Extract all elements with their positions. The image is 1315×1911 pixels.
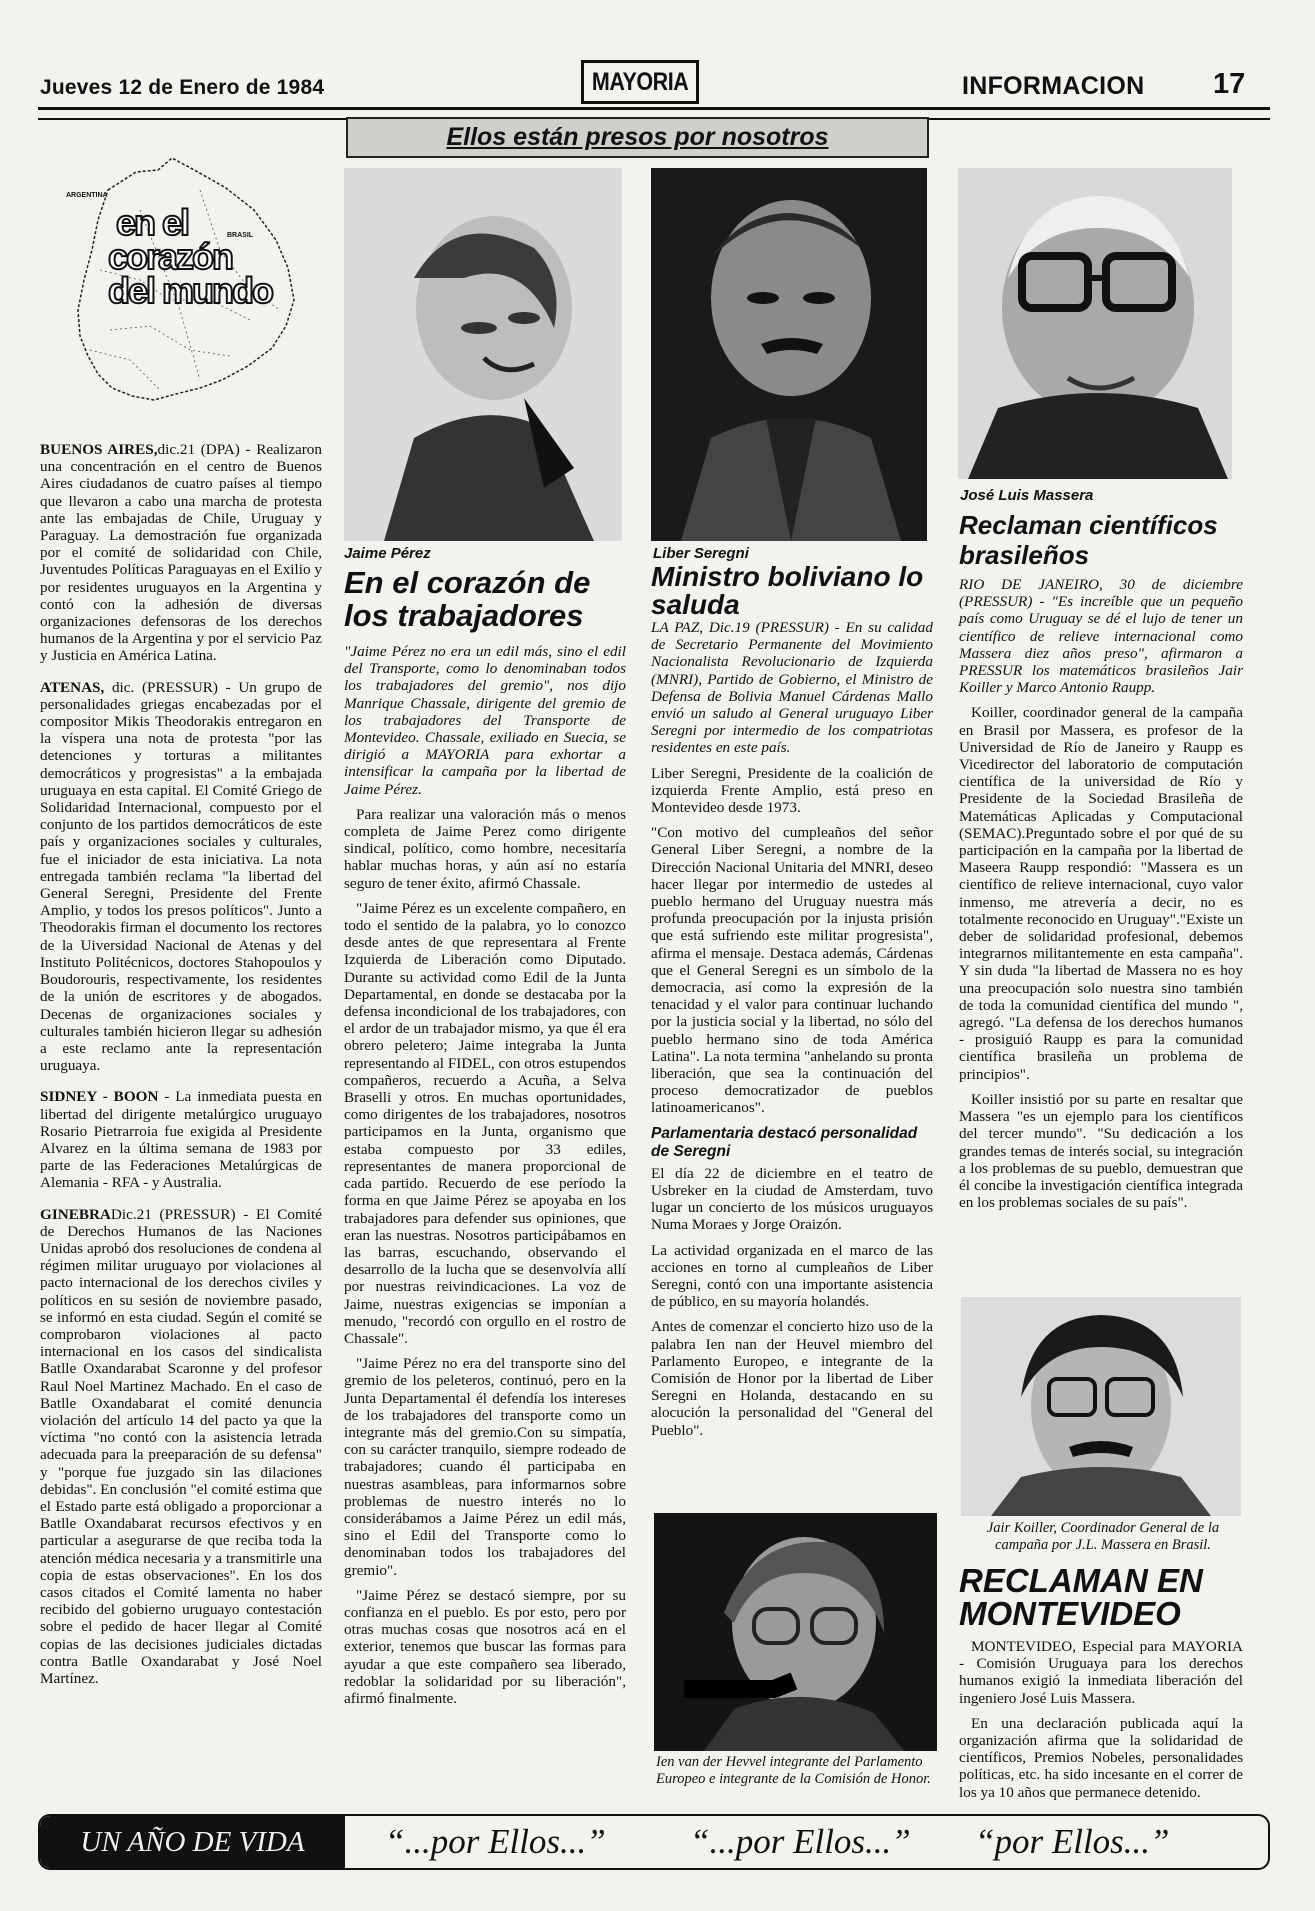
photo-ien-image	[654, 1513, 937, 1751]
text-seregni-1: Liber Seregni, Presidente de la coalición de izquierda Frente Amplio, está preso en Montevideo desde 1973.	[651, 764, 933, 817]
map-logo-line2: corazón	[108, 236, 233, 277]
dateline-atenas: ATENAS,	[40, 678, 105, 696]
photo-jose-luis-massera	[958, 168, 1232, 479]
text-montevideo-2: En una declaración publicada aquí la organización afirma que la solidaridad de científicos, Premios Nobeles, personalidades políticas, etc. ha sido incesante en el correr de los ya 10 años que permanece detenido.	[959, 1714, 1243, 1801]
dateline-buenos-aires: BUENOS AIRES,	[40, 441, 158, 458]
banner-box	[346, 117, 929, 158]
text-buenos-aires: dic.21 (DPA) - Realizaron una concentración en el centro de Buenos Aires ciudadanos de cuatro países al tiempo que llevaron a cabo una marcha de protesta ante las embajadas de Chile, Uruguay y Paraguay. La demostración fue organizada por el comité de solidaridad con Chile, Juventudes Políticas Paraguayas en el Exilio y por residentes uruguayos en la Argentina y contó con la adhesión de diversas organizaciones defensoras de los derechos humanos de la Argentina y por el servicio Paz y Justicia en América Latina.	[40, 441, 322, 665]
footer-label-box	[40, 1816, 345, 1868]
intro-massera: RIO DE JANEIRO, 30 de diciembre (PRESSUR) - "Es increíble que un pequeño país como Uruguay se dé el lujo de tener un científico de relieve internacional como Massera diez años preso", afirmaron a PRESSUR los matemáticos brasileños Jair Koiller y Marco Antonio Raupp.	[959, 576, 1243, 697]
dateline-ginebra: GINEBRA	[40, 1205, 111, 1223]
header-rule	[38, 107, 1270, 110]
text-seregni-2: "Con motivo del cumpleaños del señor General Liber Seregni, a nombre de la Dirección Nacional Unitaria del MNRI, deseo hacer llegar por intermedio de ustedes al pueblo hermano del Uruguay nuestra más profunda preocupación por la injusta prisión que está sufriendo este militar progresista", afirma el mensaje. Destaca además, Cárdenas que el General Seregni es un símbolo de la democracia, así como la expresión de la tenacidad y el valor para continuar luchando por la justicia social y la libertad, no sólo del pueblo hermano sino de toda América Latina". La nota termina "anhelando su pronta liberación, que sea la continuación del proceso democratizador de pueblos latinoamericanos".	[651, 824, 933, 1117]
column-4	[959, 576, 1243, 1219]
caption-liber-seregni: Liber Seregni	[653, 545, 749, 562]
text-jaime-perez-3: "Jaime Pérez no era del transporte sino del gremio de los peleteros, continuó, pero en la Junta Departamental él defendía los intereses de los trabajadores del transporte como un integrante más del gremio.Con su simpatía, con su carácter tranquilo, siempre rodeado de trabajadores; cuando él participaba en nuestras asambleas, para informarnos sobre problemas de nuestro interés no lo considerábamos a Jaime Pérez un edil más, sino el Edil del Transporte como lo denominaban todos los trabajadores del gremio".	[344, 1355, 626, 1579]
caption-jose-luis-massera: José Luis Massera	[960, 487, 1094, 504]
headline-corazon-trabajadores: En el corazón de los trabajadores	[344, 565, 591, 633]
photo-jaime-perez-image	[344, 168, 622, 541]
article-ginebra	[40, 1206, 322, 1688]
masthead-logo	[581, 60, 699, 104]
article-atenas	[40, 679, 322, 1075]
text-atenas: dic. (PRESSUR) - Un grupo de personalidades griegas encabezadas por el compositor Mikis Theodorakis entregaron en la víspera una nota de protesta "por las detenciones y torturas a militantes democráticos y progresistas" a la embajada uruguaya en esta capital. El Comité Griego de Solidaridad Internacional, compuesto por el conjunto de los partidos democráticos de este país y organizaciones sociales y culturales, fue el iniciador de esta iniciativa. La nota entregada también reclama "la libertad del General Seregni, Presidente del Frente Amplio, y todos los presos políticos". Junto a Theodorakis firman el documento los rectores de la Uiversidad Nacional de Atenas y del Instituto Politécnicos, doctores Stahopoulos y Boudorouris, respectivamente, los residentes de la unión de escritores y de abogados. Decenas de organizaciones sociales y culturales también hicieron llegar su adhesión a este reclamo ante la representación uruguaya.	[40, 678, 322, 1075]
dateline-sidney-boon: SIDNEY - BOON	[40, 1088, 159, 1106]
text-seregni-3: El día 22 de diciembre en el teatro de Usbreker en la ciudad de Amsterdam, tuvo lugar un concierto de los músicos uruguayos Numa Moraes y Jorge Oraizón.	[651, 1164, 933, 1234]
photo-massera-image	[958, 168, 1232, 479]
footer-bar	[38, 1814, 1270, 1870]
footer-label: UN AÑO DE VIDA	[80, 1825, 305, 1858]
footer-slogan-3: “por Ellos...”	[975, 1822, 1170, 1861]
map-logo-line1: en el	[116, 202, 189, 243]
caption-jaime-perez: Jaime Pérez	[344, 545, 431, 562]
banner-rule-left	[38, 118, 346, 120]
article-sidney-boon	[40, 1088, 322, 1191]
text-jaime-perez-2: "Jaime Pérez es un excelente compañero, en todo el sentido de la palabra, yo lo conozco desde antes de que representara al Frente Izquierda de Liberación como Diputado. Durante su actividad como Edil de la Junta Departamental, en donde se destacaba por la defensa incondicional de los trabajadores, con el ardor de un trabajador mismo, ya que él era obrero peletero; Jaime integraba la Junta representando al FIDEL, con otros estupendos compañeros, recuerdo a Acuña, a Selva Braselli y otros. En muchas oportunidades, como dirigentes de los trabajadores, nosotros participamos en la Junta, organismo que estaba compuesto por 33 ediles, representantes de manera proporcional de cada partido. Recuerdo de ese período la forma en que Jaime Pérez se apoyaba en los trabajadores para defender sus opiniones, que eran las nuestras. Nosotros participábamos en las barras, escuchando, observando el desarrollo de la lucha que se desenvolvía allí por nuestras reivindicaciones. La voz de Jaime, nuestras exigencias se imponían a menudo, "recordó con orgullo en el rostro de Chassale".	[344, 899, 626, 1347]
page-number: 17	[1213, 68, 1246, 100]
masthead-text: MAYORIA	[591, 67, 689, 96]
caption-jair-koiller: Jair Koiller, Coordinador General de la campaña por J.L. Massera en Brasil.	[986, 1520, 1220, 1553]
column-2	[344, 643, 626, 1715]
page-date: Jueves 12 de Enero de 1984	[40, 76, 325, 99]
text-jaime-perez-1: Para realizar una valoración más o menos completa de Jaime Perez como dirigente sindical, político, como hombre, necesitaría hablar muchas horas, y aún así no estaría seguro de tener éxito, afirmó Chassale.	[344, 805, 626, 892]
text-massera-1: Koiller, coordinador general de la campaña en Brasil por Massera, es profesor de la Universidad de Río de Janeiro y Raupp es Vicedirector del laboratorio de computación científica de la universidad de Río y Presidente de la Sociedad Brasileña de Matemáticas Aplicadas y Computacional (SEMAC).Preguntado sobre el por qué de su participación en la campaña por la libertad de Maseera Raupp respondió: "Massera es un científico de relieve internacional, cuyo valor inmenso, me atrevería a decir, no es totalmente reconocido en Uruguay"."Existe un deber de solidaridad profesional, debemos integrarnos militantemente en esta campaña". Y sin duda "la libertad de Massera no es hoy una preocupación solo nuestra sino también de toda la comunidad científica del mundo ", agregó. "La defensa de los derechos humanos - prosiguió Raupp es para la comunidad científica brasileña un problema de principios".	[959, 704, 1243, 1083]
map-label-argentina: ARGENTINA	[66, 192, 108, 199]
map-logo	[50, 150, 315, 420]
text-jaime-perez-4: "Jaime Pérez se destacó siempre, por su confianza en el pueblo. Es por esto, pero por otras muchas cosas que nosotros acá en el exterior, tenemos que buscar las formas para ayudar a que este compañero sea liberado, redoblar la solidaridad por su liberación", afirmó finalmente.	[344, 1586, 626, 1707]
headline-ministro-boliviano: Ministro boliviano lo saluda	[651, 561, 924, 620]
column-1	[40, 441, 322, 1695]
headline-reclaman-montevideo: RECLAMAN EN MONTEVIDEO	[959, 1562, 1203, 1632]
text-montevideo-1: MONTEVIDEO, Especial para MAYORIA - Comisión Uruguaya para los derechos humanos exigió la inmediata liberación del ingeniero José Luis Massera.	[959, 1638, 1243, 1707]
photo-liber-seregni-image	[651, 168, 927, 541]
text-sidney-boon: - La inmediata puesta en libertad del dirigente metalúrgico uruguayo Rosario Pietrarroia fue exigida al Presidente Alvarez en la última semana de 1983 por parte de las Federaciones Metalúrgicas de Alemania - RFA - y Australia.	[40, 1088, 323, 1192]
photo-jaime-perez	[344, 168, 622, 541]
text-seregni-5: Antes de comenzar el concierto hizo uso de la palabra Ien nan der Heuvel miembro del Parlamento Europeo, e integrante de la Comisión de Honor por la libertad de Liber Seregni en Holanda, destacando en su alocución la personalidad del "General del Pueblo".	[651, 1318, 933, 1439]
column-3	[651, 619, 933, 1447]
caption-ien-van-der-heuvel: Ien van der Hevvel integrante del Parlamento Europeo e integrante de la Comisión de Honor.	[656, 1754, 931, 1787]
article-buenos-aires	[40, 441, 322, 665]
section-title: INFORMACION	[962, 72, 1145, 100]
photo-ien-van-der-heuvel	[654, 1513, 937, 1751]
footer-slogan-2: “...por Ellos...”	[690, 1822, 911, 1861]
text-ginebra: Dic.21 (PRESSUR) - El Comité de Derechos Humanos de las Naciones Unidas aprobó dos resoluciones de condena al régimen militar uruguayo por violaciones al pacto internacional de los derechos civiles y políticos en su sesión de noviembre pasado, se informó en esta ciudad. Según el comité se comprobaron violaciones al pacto internacional en los casos del sindicalista Batlle Oxandarabat Scaronne y del profesor Raul Noel Martinez Machado. En el caso de Batlle Oxandabarat el comité denuncia violación del artículo 14 del pacto ya que la víctima "no contó con la asistencia letrada adecuada para la preeparación de su defensa" y "porque fue juzgado sin las dilaciones debidas". En conclusión "el comité estima que el Estado parte está obligado a proporcionar a Batlle Oxandabarat recursos efectivos y en particular a asegurarse de que reciba toda la atención médica necesaria y a transmitirle una copia de estas observaciones". En los dos casos citados el Comité lamenta no haber recibido del gobierno uruguayo contestación sobre el pedido de hacer llegar al Comité copias de las decisiones judiciales dictadas contra Batlle Oxandarabat y José Noel Martínez.	[40, 1205, 322, 1688]
subhead-parlamentaria: Parlamentaria destacó personalidad de Seregni	[651, 1124, 918, 1160]
banner-rule-right	[929, 118, 1270, 120]
footer-slogan-1: “...por Ellos...”	[385, 1822, 606, 1861]
photo-jair-koiller	[961, 1297, 1241, 1516]
intro-seregni: LA PAZ, Dic.19 (PRESSUR) - En su calidad de Secretario Permanente del Movimiento Nacionalista Revolucionario de Izquierda (MNRI), Partido de Gobierno, el Ministro de Defensa de Bolivia Manuel Cárdenas Mallo envió un saludo al General uruguayo Liber Seregni por intermedio de los compatriotas residentes en este país.	[651, 619, 933, 757]
column-4-montevideo	[959, 1638, 1243, 1809]
headline-reclaman-cientificos: Reclaman científicos brasileños	[959, 510, 1218, 570]
text-seregni-4: La actividad organizada en el marco de las acciones en torno al cumpleaños de Liber Seregni, contó con una importante asistencia de público, en su mayoría holandés.	[651, 1241, 933, 1311]
map-label-brasil: BRASIL	[227, 232, 254, 239]
photo-liber-seregni	[651, 168, 927, 541]
intro-jaime-perez: "Jaime Pérez no era un edil más, sino el edil del Transporte, como lo denominaban todos los trabajadores del gremio", nos dijo Manrique Chassale, dirigente del gremio de los trabajadores del Transporte de Montevideo. Chassale, exiliado en Suecia, se dirigió a MAYORIA para exhortar a intensificar la campaña por la libertad de Jaime Pérez.	[344, 643, 626, 798]
banner-title: Ellos están presos por nosotros	[446, 123, 829, 151]
map-logo-line3: del mundo	[108, 270, 272, 311]
text-massera-2: Koiller insistió por su parte en resaltar que Massera "es un ejemplo para los científicos del tercer mundo". "Su dedicación a los grandes temas de interés social, su integración a los problemas de su pueblo, demuestran que él concibe la investigación científica integrada en los problemas sociales de su país".	[959, 1090, 1243, 1212]
photo-koiller-image	[961, 1297, 1241, 1516]
